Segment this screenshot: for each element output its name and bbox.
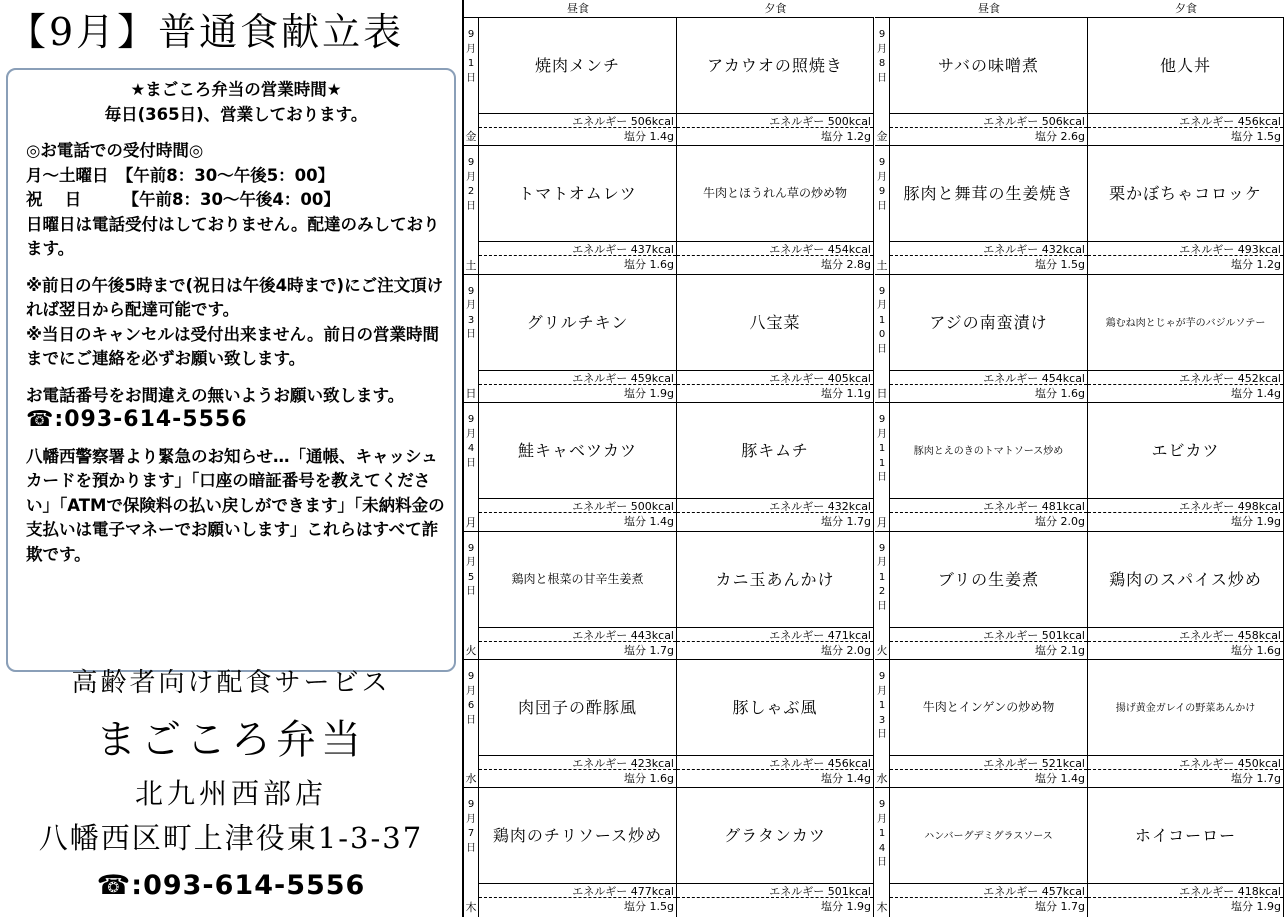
meal-energy: エネルギー 456kcal [677, 755, 873, 770]
day-date: 9 月 7 日 [466, 799, 476, 854]
meal-name: 豚しゃぶ風 [732, 698, 818, 717]
day-cell [464, 402, 479, 531]
meal-salt: 塩分 1.6g [624, 258, 674, 272]
meal-salt: 塩分 1.4g [1231, 386, 1281, 400]
day-weekday: 土 [876, 258, 888, 272]
meal-name: 八宝菜 [749, 312, 801, 332]
meal-energy: エネルギー 423kcal [479, 755, 676, 770]
meal-salt: 塩分 1.2g [1231, 258, 1281, 272]
menu-table [462, 0, 1285, 917]
meal-name: 豚肉と舞茸の生姜焼き [903, 184, 1074, 204]
day-date: 9 月 1 日 [466, 29, 476, 84]
meal-salt: 塩分 2.1g [1035, 643, 1085, 657]
meal-salt: 塩分 1.5g [624, 900, 674, 914]
meal-salt: 塩分 1.4g [1035, 772, 1085, 785]
meal-energy: エネルギー 443kcal [479, 627, 676, 642]
lunch-cell [890, 274, 1088, 403]
meal-salt: 塩分 2.8g [821, 258, 871, 272]
day-weekday: 金 [876, 130, 888, 144]
day-cell [464, 274, 479, 403]
day-weekday: 金 [465, 130, 477, 144]
day-cell [875, 17, 890, 146]
lunch-cell [479, 531, 677, 660]
day-date: 9 月 1 3 日 [877, 671, 887, 740]
meal-name: 牛肉とほうれん草の炒め物 [702, 186, 847, 201]
dinner-cell [1088, 787, 1284, 916]
lunch-cell [890, 531, 1088, 660]
info-panel [0, 0, 462, 917]
meal-salt: 塩分 1.6g [1231, 643, 1281, 657]
meal-name: 豚キムチ [741, 441, 809, 461]
meal-name: 揚げ黄金ガレイの野菜あんかけ [1115, 703, 1256, 714]
meal-name: グラタンカツ [724, 826, 826, 846]
meal-salt: 塩分 1.7g [1035, 900, 1085, 914]
day-cell [875, 402, 890, 531]
hours-line: 毎日(365日)、営業しております。 [104, 104, 368, 124]
dinner-cell [1088, 531, 1284, 660]
meal-energy: エネルギー 506kcal [890, 113, 1087, 128]
dinner-cell [1088, 17, 1284, 146]
day-date: 9 月 1 4 日 [877, 799, 887, 869]
lunch-cell [890, 402, 1088, 531]
day-date: 9 月 1 1 日 [877, 414, 887, 484]
police-notice: 八幡西警察署より緊急のお知らせ…「通帳、キャッシュカードを預かります」「口座の暗証番号を教えてください」「ATMで保険料の払い戻しができます」「未納料金の支払いは電子マネーでお願いします」これらはすべて詐欺です。 [26, 446, 445, 564]
meal-energy: エネルギー 450kcal [1088, 755, 1283, 770]
meal-name: ハンバーグデミグラスソース [924, 831, 1053, 843]
header-day [875, 0, 890, 18]
meal-name: サバの味噌煮 [937, 56, 1040, 75]
phone-note: お電話番号をお間違えの無いようお願い致します。 [26, 385, 405, 405]
day-cell [464, 17, 479, 146]
meal-salt: 塩分 1.6g [624, 772, 674, 785]
meal-energy: エネルギー 500kcal [479, 498, 676, 513]
day-date: 9 月 3 日 [466, 285, 476, 341]
meal-name: グリルチキン [526, 312, 629, 332]
meal-salt: 塩分 1.5g [1035, 258, 1085, 272]
meal-name: 鶏肉のチリソース炒め [492, 826, 663, 846]
day-weekday: 木 [465, 900, 477, 914]
meal-salt: 塩分 1.7g [821, 515, 871, 529]
meal-energy: エネルギー 498kcal [1088, 498, 1283, 513]
lunch-cell [890, 787, 1088, 916]
header-dinner: 夕食 [1088, 0, 1284, 18]
meal-energy: エネルギー 457kcal [890, 883, 1087, 898]
day-cell [464, 145, 479, 274]
meal-name: 他人丼 [1159, 56, 1211, 75]
meal-energy: エネルギー 501kcal [890, 627, 1087, 642]
meal-salt: 塩分 2.0g [821, 643, 871, 657]
weekday-hours: 月～土曜日 【午前8：30～午後5：00】 [26, 165, 335, 185]
meal-salt: 塩分 1.7g [624, 643, 674, 657]
scroll-edge [6, 68, 26, 672]
notice-phone: ☎:093-614-5556 [26, 407, 248, 432]
day-date: 9 月 8 日 [877, 29, 887, 84]
meal-salt: 塩分 2.0g [1035, 515, 1085, 529]
meal-salt: 塩分 1.7g [1231, 772, 1281, 785]
meal-salt: 塩分 1.6g [1035, 386, 1085, 400]
meal-energy: エネルギー 506kcal [479, 113, 676, 128]
dinner-cell [677, 17, 874, 146]
meal-salt: 塩分 1.1g [821, 386, 871, 400]
service-label: 高齢者向け配食サービス [71, 668, 391, 698]
day-weekday: 木 [876, 900, 888, 914]
meal-name: エビカツ [1151, 441, 1220, 461]
lunch-cell [890, 145, 1088, 274]
meal-energy: エネルギー 432kcal [677, 498, 873, 513]
day-date: 9 月 1 0 日 [877, 285, 887, 355]
meal-name: 焼肉メンチ [534, 56, 620, 75]
meal-salt: 塩分 1.4g [624, 130, 674, 143]
holiday-hours: 祝 日 【午前8：30～午後4：00】 [26, 190, 340, 209]
dinner-cell [677, 145, 874, 274]
meal-salt: 塩分 1.5g [1231, 130, 1281, 143]
header-dinner: 夕食 [677, 0, 874, 18]
day-weekday: 火 [465, 643, 477, 657]
meal-energy: エネルギー 452kcal [1088, 370, 1283, 385]
day-cell [875, 145, 890, 274]
day-cell [464, 787, 479, 916]
header-lunch: 昼食 [479, 0, 677, 18]
meal-name: 鮭キャベツカツ [517, 441, 637, 461]
meal-energy: エネルギー 493kcal [1088, 241, 1283, 256]
dinner-cell [1088, 402, 1284, 531]
lunch-cell [479, 787, 677, 916]
lunch-cell [890, 17, 1088, 146]
dinner-cell [677, 531, 874, 660]
meal-name: アカウオの照焼き [707, 56, 843, 75]
lunch-cell [890, 659, 1088, 788]
meal-energy: エネルギー 437kcal [479, 241, 676, 256]
day-weekday: 日 [876, 387, 888, 401]
meal-salt: 塩分 2.6g [1035, 130, 1085, 143]
dinner-cell [1088, 659, 1284, 788]
hours-title: ★まごころ弁当の営業時間★ [130, 80, 342, 99]
meal-energy: エネルギー 477kcal [479, 883, 676, 898]
meal-salt: 塩分 1.4g [624, 515, 674, 529]
meal-name: 鶏むね肉とじゃが芋のバジルソテー [1105, 317, 1266, 329]
notice-text [26, 78, 446, 567]
dinner-cell [1088, 274, 1284, 403]
day-weekday: 火 [876, 643, 888, 657]
meal-name: 栗かぼちゃコロッケ [1109, 184, 1262, 204]
cancel-note: ※当日のキャンセルは受付出来ません。前日の営業時間までにご連絡を必ずお願い致します。 [26, 324, 440, 368]
meal-name: 豚肉とえのきのトマトソース炒め [913, 446, 1064, 458]
day-cell [464, 531, 479, 660]
meal-energy: エネルギー 418kcal [1088, 883, 1283, 898]
day-cell [875, 659, 890, 788]
meal-energy: エネルギー 405kcal [677, 370, 873, 385]
day-weekday: 月 [876, 515, 888, 529]
day-date: 9 月 2 日 [466, 157, 476, 212]
meal-name: アジの南蛮漬け [929, 312, 1048, 332]
day-date: 9 月 1 2 日 [877, 542, 887, 612]
day-date: 9 月 6 日 [466, 671, 476, 726]
header-day [464, 0, 479, 18]
day-cell [875, 787, 890, 916]
dinner-cell [1088, 145, 1284, 274]
footer-phone: ☎:093-614-5556 [96, 870, 366, 901]
meal-name: 鶏肉と根菜の甘辛生姜煮 [511, 571, 644, 586]
meal-energy: エネルギー 454kcal [890, 370, 1087, 385]
dinner-cell [677, 659, 874, 788]
dinner-cell [677, 402, 874, 531]
meal-energy: エネルギー 459kcal [479, 370, 676, 385]
meal-name: トマトオムレツ [518, 184, 637, 204]
meal-salt: 塩分 1.9g [821, 900, 871, 914]
meal-name: 肉団子の酢豚風 [517, 698, 637, 717]
meal-salt: 塩分 1.4g [821, 772, 871, 785]
order-note: ※前日の午後5時まで(祝日は午後4時まで)にご注文頂ければ翌日から配達可能です。 [26, 275, 444, 319]
day-date: 9 月 5 日 [466, 542, 476, 598]
meal-name: 牛肉とインゲンの炒め物 [922, 700, 1055, 714]
meal-name: 鶏肉のスパイス炒め [1109, 569, 1262, 589]
meal-name: ブリの生姜煮 [937, 569, 1040, 589]
meal-salt: 塩分 1.9g [624, 386, 674, 400]
page-title: 【9月】普通食献立表 [8, 10, 405, 54]
day-weekday: 土 [465, 258, 477, 272]
header-lunch: 昼食 [890, 0, 1088, 18]
sunday-note: 日曜日は電話受付はしておりません。配達のみしております。 [26, 214, 440, 258]
day-date: 9 月 4 日 [466, 414, 476, 469]
meal-salt: 塩分 1.9g [1231, 515, 1281, 529]
lunch-cell [479, 659, 677, 788]
branch-name: 北九州西部店 [134, 777, 327, 810]
meal-name: カニ玉あんかけ [715, 569, 835, 589]
day-weekday: 月 [465, 515, 477, 529]
lunch-cell [479, 145, 677, 274]
lunch-cell [479, 402, 677, 531]
meal-salt: 塩分 1.9g [1231, 900, 1281, 914]
meal-energy: エネルギー 454kcal [677, 241, 873, 256]
meal-energy: エネルギー 481kcal [890, 498, 1087, 513]
day-date: 9 月 9 日 [877, 157, 887, 212]
meal-energy: エネルギー 500kcal [677, 113, 873, 128]
phone-hours-title: ◎お電話での受付時間◎ [26, 141, 204, 160]
dinner-cell [677, 274, 874, 403]
meal-energy: エネルギー 458kcal [1088, 627, 1283, 642]
lunch-cell [479, 17, 677, 146]
lunch-cell [479, 274, 677, 403]
meal-name: ホイコーロー [1134, 826, 1237, 846]
day-weekday: 水 [465, 772, 477, 786]
day-cell [875, 531, 890, 660]
meal-salt: 塩分 1.2g [821, 130, 871, 143]
address: 八幡西区町上津役東1-3-37 [38, 821, 424, 855]
meal-energy: エネルギー 501kcal [677, 883, 873, 898]
dinner-cell [677, 787, 874, 916]
day-cell [464, 659, 479, 788]
day-weekday: 水 [876, 772, 888, 786]
brand-name: まごころ弁当 [96, 717, 366, 763]
day-weekday: 日 [465, 387, 477, 401]
notice-scroll [6, 68, 456, 672]
day-cell [875, 274, 890, 403]
meal-energy: エネルギー 471kcal [677, 627, 873, 642]
meal-energy: エネルギー 456kcal [1088, 113, 1283, 128]
meal-energy: エネルギー 432kcal [890, 241, 1087, 256]
meal-energy: エネルギー 521kcal [890, 755, 1087, 770]
